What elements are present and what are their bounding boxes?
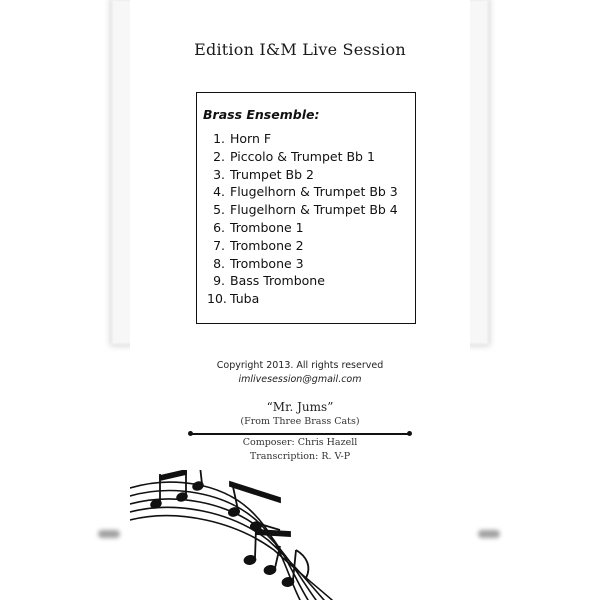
edition-title: Edition I&M Live Session bbox=[194, 40, 406, 59]
background-blur-mark-right bbox=[478, 530, 500, 538]
list-item bbox=[207, 219, 415, 237]
list-item-number: 3. bbox=[213, 166, 225, 182]
list-item-number: 5. bbox=[213, 202, 225, 218]
copyright-notice: Copyright 2013. All rights reserved bbox=[216, 360, 384, 371]
contact-email: imlivesession@gmail.com bbox=[238, 374, 362, 385]
list-item bbox=[207, 201, 415, 219]
list-item-label: Trombone 2 bbox=[230, 237, 304, 253]
list-item-number: 8. bbox=[213, 255, 225, 271]
list-item-number: 6. bbox=[213, 219, 225, 235]
list-item-number: 7. bbox=[213, 237, 225, 253]
list-item bbox=[207, 183, 415, 201]
title-divider bbox=[190, 433, 410, 435]
list-item-number: 1. bbox=[213, 131, 225, 146]
list-item bbox=[207, 166, 415, 184]
list-item-number: 4. bbox=[213, 184, 225, 200]
list-item-label: Bass Trombone bbox=[230, 273, 325, 289]
list-item bbox=[207, 148, 415, 166]
music-staff-notes-icon bbox=[130, 470, 470, 600]
list-item bbox=[207, 255, 415, 273]
instrument-list bbox=[203, 130, 415, 308]
list-item bbox=[207, 130, 415, 148]
ensemble-heading: Brass Ensemble: bbox=[203, 107, 320, 122]
piece-subtitle: (From Three Brass Cats) bbox=[240, 416, 360, 427]
piece-title: “Mr. Jums” bbox=[266, 400, 334, 414]
list-item-label: Piccolo & Trumpet Bb 1 bbox=[230, 148, 375, 164]
background-blur-mark-left bbox=[98, 530, 120, 538]
composer-credit: Composer: Chris Hazell bbox=[242, 437, 358, 448]
list-item bbox=[207, 237, 415, 255]
divider-end-dot bbox=[407, 431, 412, 436]
list-item-label: Tuba bbox=[230, 291, 260, 307]
list-item-number: 10. bbox=[207, 291, 227, 307]
score-cover-page bbox=[130, 0, 470, 600]
list-item-label: Trombone 3 bbox=[230, 255, 304, 271]
list-item-label: Horn F bbox=[230, 131, 272, 146]
list-item-label: Trumpet Bb 2 bbox=[230, 166, 314, 182]
list-item-label: Flugelhorn & Trumpet Bb 4 bbox=[230, 202, 398, 218]
list-item-number: 9. bbox=[213, 273, 225, 289]
list-item-number: 2. bbox=[213, 148, 225, 164]
list-item-label: Flugelhorn & Trumpet Bb 3 bbox=[230, 184, 398, 200]
transcription-credit: Transcription: R. V-P bbox=[249, 451, 351, 462]
divider-end-dot bbox=[188, 431, 193, 436]
list-item-label: Trombone 1 bbox=[230, 219, 304, 235]
list-item bbox=[207, 290, 415, 308]
ensemble-box bbox=[196, 92, 416, 324]
list-item bbox=[207, 272, 415, 290]
